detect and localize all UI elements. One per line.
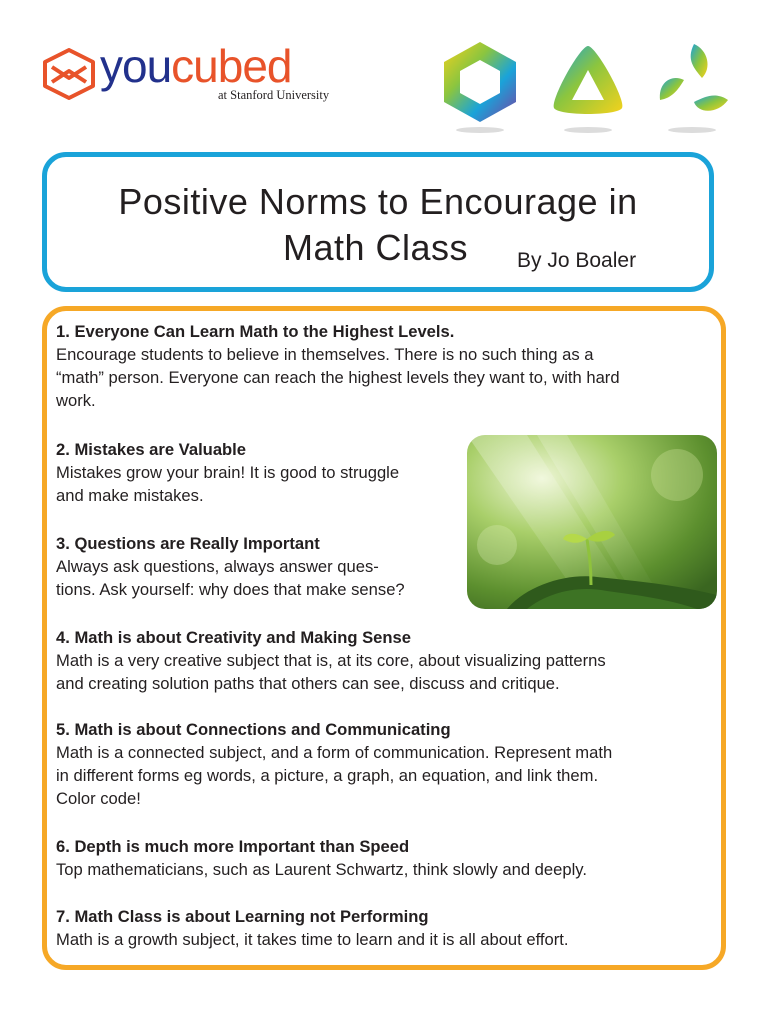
triangle-emblem-icon (546, 38, 630, 134)
norm-text-line: Math is a connected subject, and a form of communication. Represent math (56, 743, 613, 762)
norm-item (56, 626, 711, 695)
youcubed-logo (42, 40, 330, 108)
norm-item (56, 438, 451, 507)
norm-item (56, 835, 711, 881)
norm-item (56, 905, 711, 951)
norm-text-line: and make mistakes. (56, 486, 204, 505)
norm-text-line: in different forms eg words, a picture, a graph, an equation, and link them. (56, 766, 599, 785)
norm-text-line: Always ask questions, always answer ques- (56, 557, 379, 576)
norm-text-line: Color code! (56, 789, 141, 808)
seedling-photo (467, 435, 717, 609)
norm-text-line: “math” person. Everyone can reach the highest levels they want to, with hard (56, 368, 620, 387)
norm-item (56, 532, 511, 601)
emblem-group (438, 38, 734, 138)
byline: By Jo Boaler (517, 249, 637, 272)
norm-heading: 7. Math Class is about Learning not Performing (56, 907, 429, 926)
norm-heading: 6. Depth is much more Important than Speed (56, 837, 410, 856)
cube-logo-icon (42, 48, 96, 100)
logo-subtitle: at Stanford University (218, 88, 330, 102)
norm-heading: 5. Math is about Connections and Communicating (56, 720, 451, 739)
norm-text-line: Top mathematicians, such as Laurent Schwartz, think slowly and deeply. (56, 860, 587, 879)
title-box (42, 152, 714, 292)
norm-text-line: work. (56, 391, 96, 410)
norm-text-line: Encourage students to believe in themselves. There is no such thing as a (56, 345, 594, 364)
norm-text-line: tions. Ask yourself: why does that make sense? (56, 580, 405, 599)
title-line-1: Positive Norms to Encourage in (118, 181, 638, 222)
norm-text-line: and creating solution paths that others can see, discuss and critique. (56, 674, 560, 693)
norm-item (56, 718, 711, 810)
title-line-2: Math Class (283, 227, 469, 268)
hexagon-emblem-icon (438, 38, 522, 134)
leaf-triangle-emblem-icon (650, 38, 734, 134)
logo-word-cubed: cubed (171, 40, 292, 92)
norm-text-line: Math is a very creative subject that is, at its core, about visualizing patterns (56, 651, 606, 670)
norm-text-line: Math is a growth subject, it takes time to learn and it is all about effort. (56, 930, 569, 949)
norm-text-line: Mistakes grow your brain! It is good to struggle (56, 463, 400, 482)
norms-box (42, 306, 726, 970)
norm-heading: 3. Questions are Really Important (56, 534, 320, 553)
norm-heading: 4. Math is about Creativity and Making Sense (56, 628, 412, 647)
logo-wordmark (100, 40, 292, 92)
norm-item (56, 320, 711, 412)
logo-word-you: you (100, 40, 172, 92)
norm-heading: 2. Mistakes are Valuable (56, 440, 247, 459)
norm-heading: 1. Everyone Can Learn Math to the Highest Levels. (56, 322, 455, 341)
